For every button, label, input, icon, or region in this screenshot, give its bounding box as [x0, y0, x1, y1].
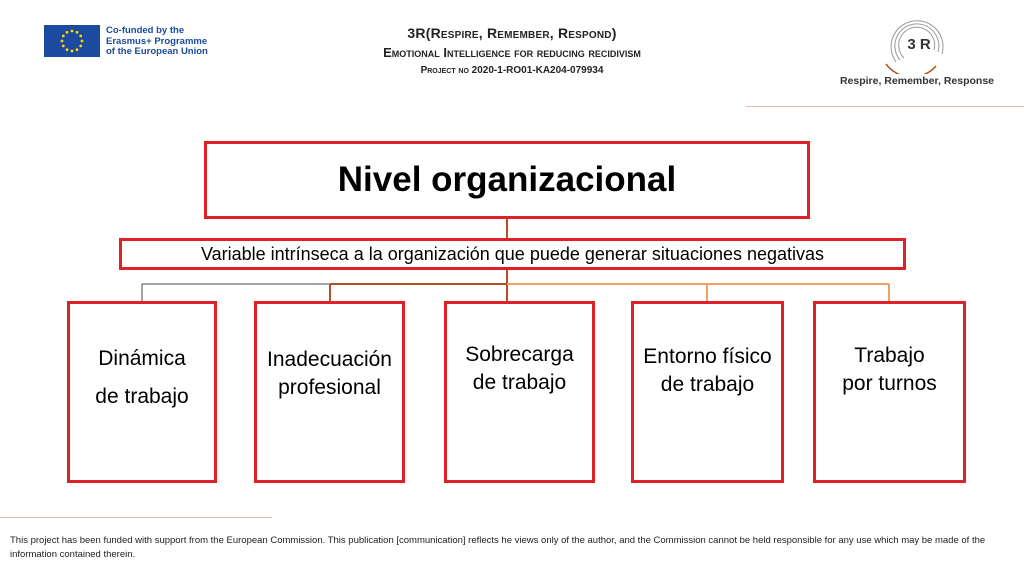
- child-label-line: de trabajo: [660, 373, 755, 396]
- eu-funding-line: Co-funded by the: [106, 25, 185, 36]
- child-label-line: de trabajo: [95, 385, 189, 408]
- child-label-line: de trabajo: [472, 371, 567, 394]
- child-label-line: Trabajo: [854, 344, 925, 367]
- eu-funding-line: Erasmus+ Programme: [106, 35, 208, 47]
- child-label-line: Entorno físico: [643, 345, 772, 368]
- child-label-line: profesional: [278, 376, 381, 399]
- child-box-turnos: [813, 301, 966, 483]
- diagram-subtitle-box: [119, 238, 906, 270]
- child-label-line: Sobrecarga: [465, 343, 574, 366]
- child-box-inadecuacion: [254, 301, 405, 483]
- diagram-title-box: [204, 141, 810, 219]
- child-label-line: por turnos: [842, 372, 937, 395]
- child-box-entorno: [631, 301, 784, 483]
- footer-divider: [0, 517, 272, 518]
- child-box-sobrecarga: [444, 301, 595, 483]
- logo-tagline: Respire, Remember, Response: [839, 75, 995, 87]
- child-box-dinamica: [67, 301, 217, 483]
- project-title: 3R(Respire, Remember, Respond): [407, 25, 617, 41]
- child-label-line: Dinámica: [98, 347, 186, 370]
- eu-funding-line: of the European Union: [106, 46, 208, 57]
- child-label-line: Inadecuación: [267, 348, 392, 371]
- funding-disclaimer: This project has been funded with support from the European Commission. This publication [communication] reflects he views only of the author, and the Commission cannot be held responsible for any use which may be made of the information contained therein.: [10, 535, 986, 560]
- logo-mark-text: 3 R: [907, 36, 931, 53]
- diagram-subtitle: Variable intrínseca a la organización que puede generar situaciones negativas: [200, 244, 825, 264]
- diagram-title: Nivel organizacional: [337, 160, 677, 199]
- project-number: Project no 2020-1-RO01-KA204-079934: [420, 65, 604, 76]
- project-subtitle: Emotional Intelligence for reducing recidivism: [383, 45, 641, 60]
